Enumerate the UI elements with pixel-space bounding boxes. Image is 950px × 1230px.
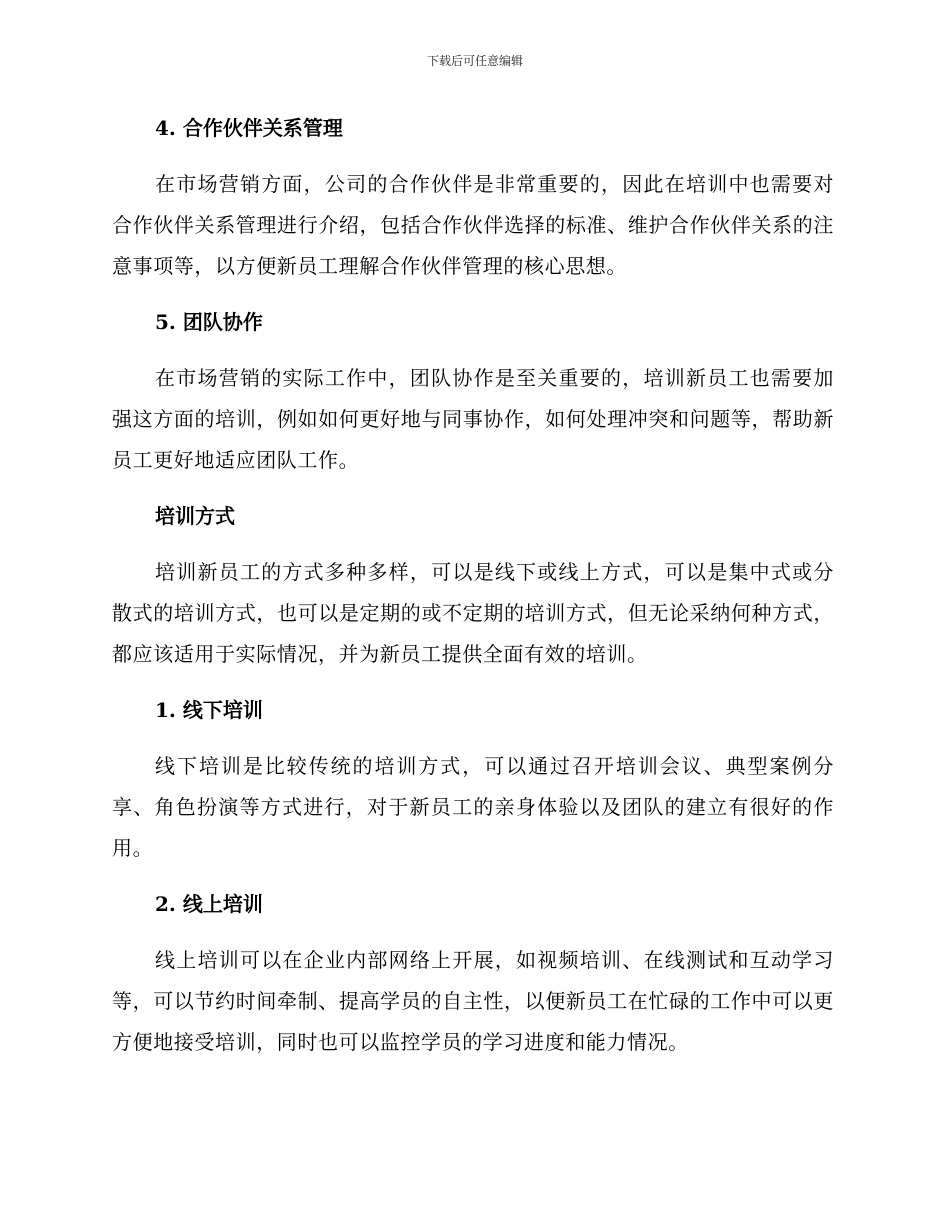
section-heading: 4. 合作伙伴关系管理 <box>155 116 343 140</box>
section-paragraph: 培训新员工的方式多种多样，可以是线下或线上方式，可以是集中式或分散式的培训方式，也可以是定期的或不定期的培训方式，但无论采纳何种方式，都应该适用于实际情况，并为新员工提供全面有效的培训。 <box>112 560 834 666</box>
section-training-methods <box>112 496 834 675</box>
section-paragraph: 在市场营销的实际工作中，团队协作是至关重要的，培训新员工也需要加强这方面的培训，例如如何更好地与同事协作，如何处理冲突和问题等，帮助新员工更好地适应团队工作。 <box>112 366 834 472</box>
section-offline-training <box>112 690 834 869</box>
section-paragraph: 线下培训是比较传统的培训方式，可以通过召开培训会议、典型案例分享、角色扮演等方式进行，对于新员工的亲身体验以及团队的建立有很好的作用。 <box>112 754 834 860</box>
section-teamwork <box>112 302 834 481</box>
section-online-training <box>112 884 834 1063</box>
section-heading: 1. 线下培训 <box>155 698 263 722</box>
page-header: 下载后可任意编辑 <box>426 54 523 68</box>
section-paragraph: 在市场营销方面，公司的合作伙伴是非常重要的，因此在培训中也需要对合作伙伴关系管理进行介绍，包括合作伙伴选择的标准、维护合作伙伴关系的注意事项等，以方便新员工理解合作伙伴管理的核心思想。 <box>112 172 834 278</box>
section-paragraph: 线上培训可以在企业内部网络上开展，如视频培训、在线测试和互动学习等，可以节约时间牵制、提高学员的自主性，以便新员工在忙碌的工作中可以更方便地接受培训，同时也可以监控学员的学习进度和能力情况。 <box>112 948 834 1054</box>
section-heading: 5. 团队协作 <box>155 310 263 334</box>
section-heading: 培训方式 <box>155 504 235 528</box>
section-partner-relations <box>112 108 834 287</box>
document-body <box>112 108 834 1078</box>
section-heading: 2. 线上培训 <box>155 892 263 916</box>
